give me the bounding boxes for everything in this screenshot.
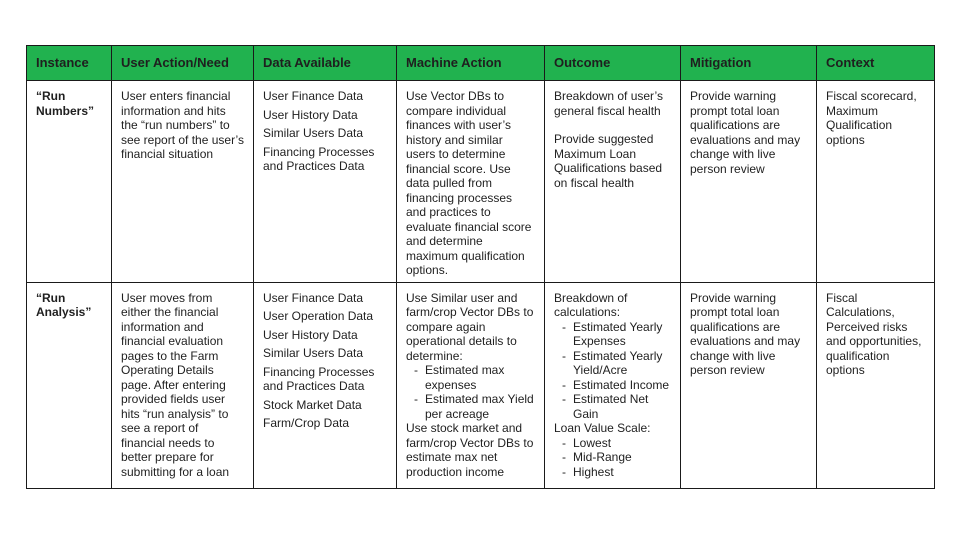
instance-cell: “Run Analysis” <box>27 282 112 488</box>
header-outcome: Outcome <box>545 46 681 81</box>
list-item: - Mid-Range <box>573 450 671 465</box>
list-item: - Estimated Yearly Expenses <box>573 320 671 349</box>
data-item: Stock Market Data <box>263 397 362 412</box>
list-item: - Estimated Income <box>573 378 671 393</box>
header-data-available: Data Available <box>254 46 397 81</box>
data-item: User Operation Data <box>263 309 374 323</box>
context-cell: Fiscal scorecard, Maximum Qualification options <box>817 81 935 283</box>
outcome-bullet-list <box>554 320 671 422</box>
context-cell: Fiscal Calculations, Perceived risks and opportunities, qualification options <box>817 282 935 488</box>
table-row <box>27 81 935 283</box>
header-row <box>27 46 935 81</box>
list-item: - Estimated Net Gain <box>573 392 671 421</box>
outcome-cell <box>545 81 681 283</box>
header-instance: Instance <box>27 46 112 81</box>
list-item: - Highest <box>573 465 671 480</box>
machine-bullet-list <box>406 363 535 421</box>
header-mitigation: Mitigation <box>681 46 817 81</box>
mitigation-cell: Provide warning prompt total loan qualifications are evaluations and may change with live person review <box>681 81 817 283</box>
header-user-action: User Action/Need <box>112 46 254 81</box>
outcome-cell <box>545 282 681 488</box>
instance-cell: “Run Numbers” <box>27 81 112 283</box>
requirements-table <box>26 45 935 489</box>
data-available-cell <box>254 282 397 488</box>
data-item: Farm/Crop Data <box>263 416 350 430</box>
data-item: User Finance Data <box>263 290 364 305</box>
outcome-text: Breakdown of user’s general fiscal health <box>554 89 663 118</box>
header-machine-action: Machine Action <box>397 46 545 81</box>
loan-scale-label: Loan Value Scale: <box>554 421 651 435</box>
data-item: Similar Users Data <box>263 126 364 140</box>
outcome-text: Provide suggested Maximum Loan Qualifications based on fiscal health <box>554 132 663 190</box>
machine-action-cell: Use Vector DBs to compare individual finances with user’s history and similar users to determine financial score. Use data pulled from financing processes and practices to evaluate financial score and determine maximum qualification options. <box>397 81 545 283</box>
data-item: User Finance Data <box>263 89 364 103</box>
data-item: Financing Processes and Practices Data <box>263 144 375 173</box>
list-item: - Estimated max Yield per acreage <box>425 392 535 421</box>
data-available-cell <box>254 81 397 283</box>
data-item: User History Data <box>263 327 358 342</box>
table-row <box>27 282 935 488</box>
outcome-intro: Breakdown of calculations: <box>554 290 628 319</box>
data-item: User History Data <box>263 107 358 122</box>
machine-action-cell <box>397 282 545 488</box>
machine-outro: Use stock market and farm/crop Vector DBs to estimate max net production income <box>406 421 534 479</box>
machine-intro: Use Similar user and farm/crop Vector DBs to compare again operational details to determine: <box>406 290 534 363</box>
user-action-cell: User enters financial information and hits the “run numbers” to see report of the user’s financial situation <box>112 81 254 283</box>
list-item: - Estimated max expenses <box>425 363 535 392</box>
list-item: - Lowest <box>573 436 671 451</box>
mitigation-cell: Provide warning prompt total loan qualifications are evaluations and may change with live person review <box>681 282 817 488</box>
data-item: Financing Processes and Practices Data <box>263 364 375 393</box>
header-context: Context <box>817 46 935 81</box>
data-item: Similar Users Data <box>263 346 364 360</box>
user-action-cell: User moves from either the financial information and financial evaluation pages to the Farm Operating Details page. After entering provided fields user hits “run analysis” to see a report of financial needs to better prepare for submitting for a loan <box>112 282 254 488</box>
list-item: - Estimated Yearly Yield/Acre <box>573 349 671 378</box>
loan-scale-list <box>554 436 671 480</box>
